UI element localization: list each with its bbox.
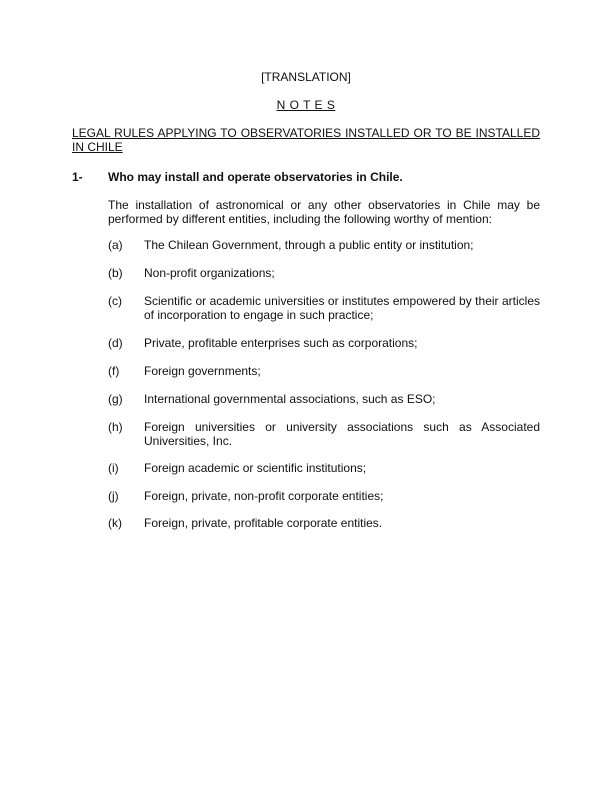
translation-label: [TRANSLATION]: [261, 70, 351, 84]
list-item-letter: (a): [108, 238, 123, 252]
list-item-text: Foreign, private, profitable corporate entities.: [144, 516, 383, 530]
list-item-letter: (g): [108, 392, 123, 406]
list-item-text: International governmental associations, such as ESO;: [144, 392, 436, 406]
list-item-text: Private, profitable enterprises such as corporations;: [144, 336, 418, 350]
section-number: 1-: [72, 170, 83, 184]
list-item-letter: (f): [108, 364, 120, 378]
notes-title: N O T E S: [276, 98, 336, 112]
list-item-text: Foreign, private, non-profit corporate entities;: [144, 489, 384, 503]
list-item-letter: (h): [108, 420, 123, 434]
intro-paragraph: The installation of astronomical or any other observatories in Chile may be performed by different entities, including the following worthy of mention:: [108, 198, 540, 226]
section-heading: LEGAL RULES APPLYING TO OBSERVATORIES INSTALLED OR TO BE INSTALLED IN CHILE: [72, 126, 540, 154]
list-item-letter: (c): [108, 294, 122, 308]
list-item-text: Foreign governments;: [144, 364, 261, 378]
list-item-text: Foreign academic or scientific institutions;: [144, 461, 367, 475]
list-item-letter: (b): [108, 266, 123, 280]
list-item-text: Non-profit organizations;: [144, 266, 275, 280]
list-item-text: The Chilean Government, through a public entity or institution;: [144, 238, 474, 252]
list-item-letter: (j): [108, 489, 119, 503]
list-item-letter: (d): [108, 336, 123, 350]
list-item-letter: (k): [108, 516, 122, 530]
list-item-text: Foreign universities or university associations such as Associated Universities, Inc.: [144, 420, 540, 448]
list-item-text: Scientific or academic universities or institutes empowered by their articles of incorporation to engage in such practice;: [144, 294, 540, 322]
list-item-letter: (i): [108, 461, 119, 475]
section-title: Who may install and operate observatories in Chile.: [108, 170, 403, 184]
